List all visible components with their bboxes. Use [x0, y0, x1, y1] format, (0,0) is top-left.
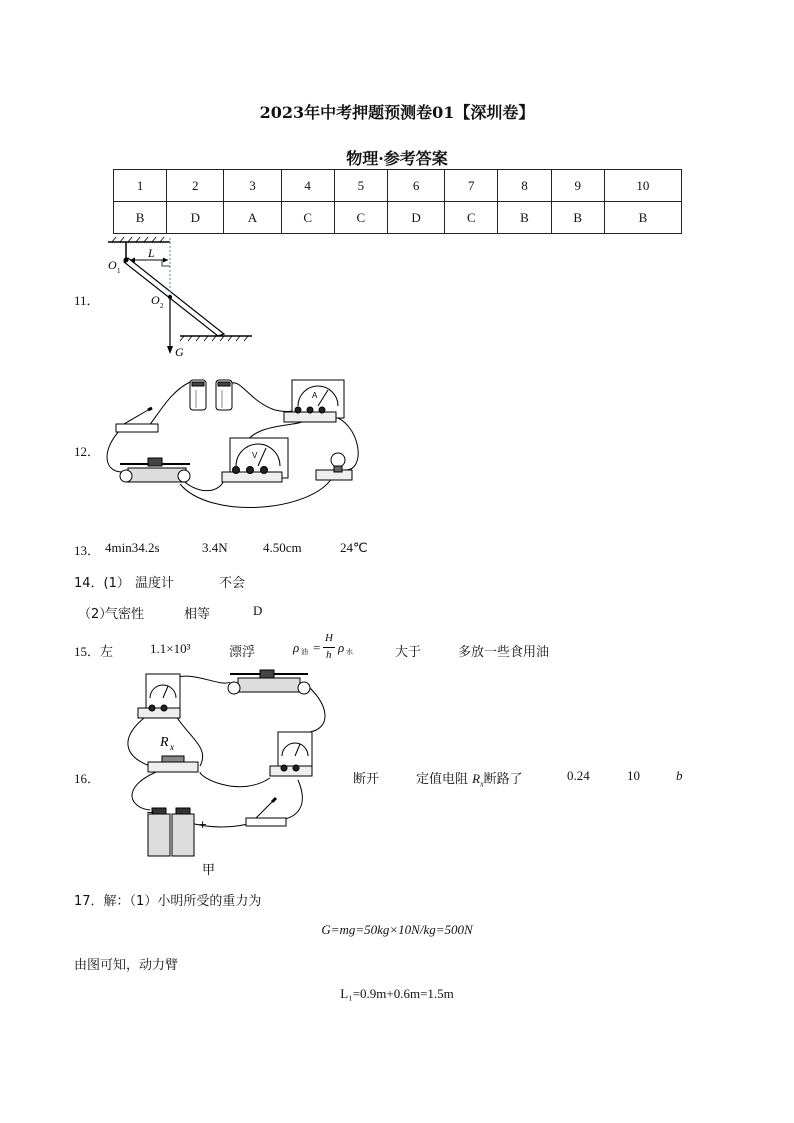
circuit-diagram-q16: [120, 668, 335, 878]
formula-rho-sub: 油: [301, 648, 308, 656]
q13-answer-force: 3.4N: [202, 540, 228, 555]
q16-answer-2-suffix: 断路了: [483, 772, 523, 787]
q13-answer-time: 4min34.2s: [105, 540, 160, 555]
q16-answer-2-r: R: [472, 771, 481, 786]
q16-label: 16．: [74, 771, 101, 786]
q16-answer-2-prefix: 定值电阻: [416, 772, 473, 787]
answer-table: [113, 169, 682, 234]
label-l: L: [148, 246, 155, 260]
density-formula: [293, 630, 363, 666]
answer-cell: C: [445, 202, 498, 234]
question-number: 7: [445, 170, 498, 202]
answer-cell: D: [388, 202, 445, 234]
answer-cell: C: [281, 202, 334, 234]
q14-answer-1: 温度计: [135, 576, 175, 591]
answer-cell: B: [604, 202, 681, 234]
label-o2: O: [151, 293, 160, 307]
q16-answer-5: b: [676, 768, 683, 783]
svg-text:A: A: [312, 391, 318, 400]
label-rx-sub: x: [170, 742, 174, 752]
q13-answer-temp: 24℃: [340, 540, 368, 555]
q15-label: 15．: [74, 644, 101, 659]
formula-equals: =: [313, 640, 321, 655]
question-number: 5: [334, 170, 387, 202]
q16-answer-2-sub: x: [480, 779, 484, 789]
q14-answer-2: 不会: [219, 576, 246, 591]
q15-answer-1: 左: [100, 645, 114, 660]
page-title: 2023年中考押题预测卷01【深圳卷】: [259, 103, 535, 122]
q17-equation-2: L₁=0.9m+0.6m=1.5m: [340, 986, 454, 1001]
q16-answer-3: 0.24: [567, 768, 590, 783]
q17-label: 17．解：（1）小明所受的重力为: [74, 894, 262, 909]
pivot-o1: [124, 258, 129, 263]
answer-cell: D: [167, 202, 224, 234]
page-subtitle: 物理·参考答案: [346, 149, 448, 168]
question-number: 1: [114, 170, 167, 202]
circuit-diagram-q12: [100, 372, 370, 522]
q14-answer-4: 相等: [184, 607, 211, 622]
q11-label: 11．: [74, 293, 100, 308]
answer-row: [114, 202, 682, 234]
label-minus: −: [146, 806, 156, 819]
q13-label: 13．: [74, 543, 101, 558]
label-g: G: [175, 345, 184, 359]
answer-cell: A: [224, 202, 281, 234]
q16-answer-4: 10: [627, 768, 640, 783]
q13-answer-length: 4.50cm: [263, 540, 302, 555]
label-o2-sub: 2: [160, 302, 164, 310]
q12-label: 12．: [74, 444, 101, 459]
label-rx: R: [160, 735, 169, 750]
question-number: 3: [224, 170, 281, 202]
q14-answer-5: D: [253, 603, 263, 618]
question-number: 4: [281, 170, 334, 202]
question-number: 6: [388, 170, 445, 202]
q16-answer-1: 断开: [353, 772, 380, 787]
question-number: 2: [167, 170, 224, 202]
figure-caption: 甲: [202, 863, 216, 878]
q14-answer-3: 气密性: [105, 607, 145, 622]
question-number: 10: [604, 170, 681, 202]
formula-rho-2: ρ: [338, 640, 345, 655]
label-o1-sub: 1: [117, 267, 121, 275]
q15-answer-4: 大于: [395, 645, 422, 660]
answer-cell: C: [334, 202, 387, 234]
q17-equation-1: G=mg=50kg×10N/kg=500N: [321, 922, 473, 937]
q15-answer-3: 漂浮: [229, 645, 256, 660]
q17-text-2: 由图可知，动力臂: [74, 958, 179, 973]
answer-cell: B: [498, 202, 551, 234]
label-o1: O: [108, 258, 117, 272]
formula-rho-2-sub: 水: [346, 648, 353, 656]
q15-answer-2: 1.1×10³: [150, 641, 191, 656]
question-number: 9: [551, 170, 604, 202]
q15-answer-5: 多放一些食用油: [458, 645, 550, 660]
q14-label: 14．(1）: [74, 576, 130, 591]
q16-answer-2: [416, 768, 523, 789]
question-number-row: [114, 170, 682, 202]
answer-cell: B: [551, 202, 604, 234]
formula-rho: ρ: [293, 640, 300, 655]
label-plus: +: [198, 818, 208, 831]
fraction-bar: [323, 647, 335, 648]
lever-diagram: [100, 236, 260, 361]
formula-denominator: h: [326, 649, 332, 661]
answer-cell: B: [114, 202, 167, 234]
svg-text:V: V: [252, 451, 258, 460]
question-number: 8: [498, 170, 551, 202]
q14-label-2: （2）: [78, 607, 113, 622]
formula-numerator: H: [325, 632, 333, 644]
